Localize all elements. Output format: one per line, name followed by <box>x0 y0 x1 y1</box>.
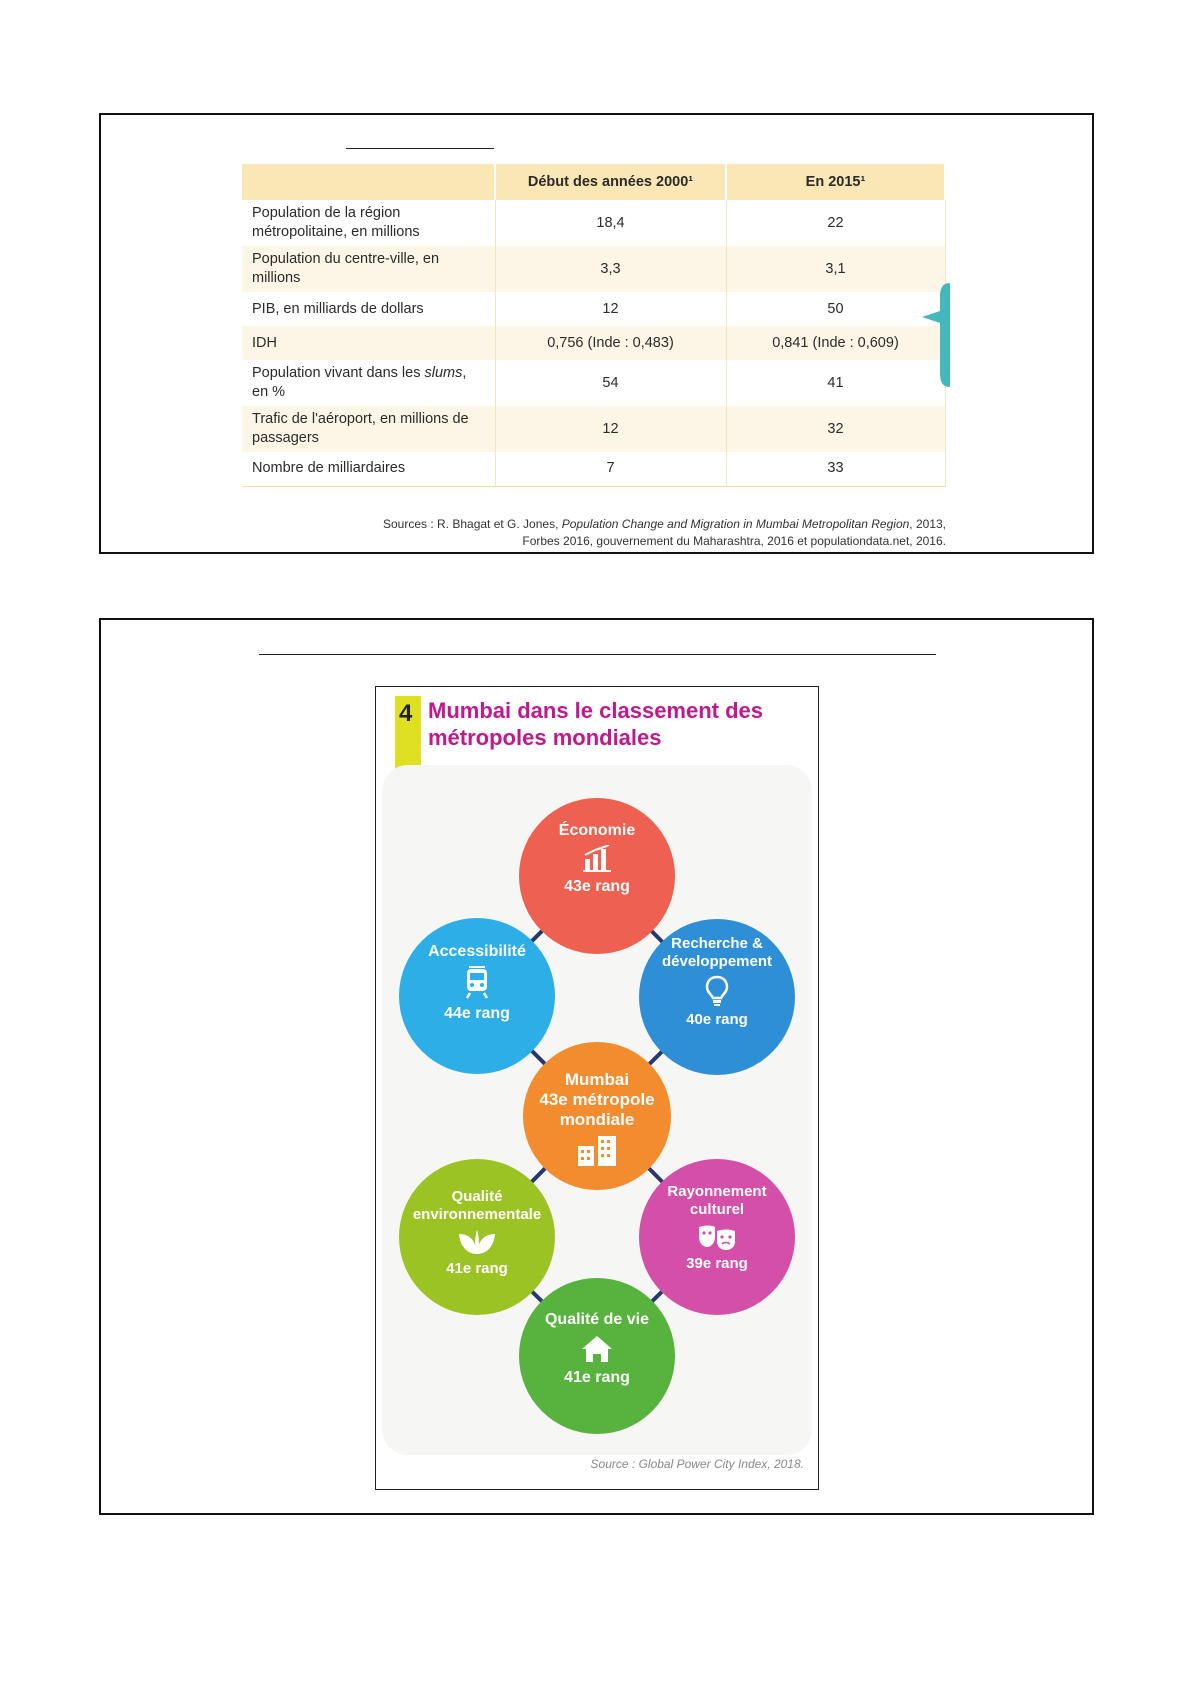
category-rank: 39e rang <box>686 1255 748 1272</box>
leaves-icon <box>457 1228 497 1256</box>
table-row <box>242 360 945 406</box>
center-line-2: 43e métropole <box>539 1090 655 1109</box>
category-qualite-env <box>397 1188 557 1278</box>
sources-line-2: Forbes 2016, gouvernement du Maharashtra, 2016 et populationdata.net, 2016. <box>522 534 946 548</box>
category-name: Qualité environnementale <box>412 1188 542 1223</box>
row-label: Population du centre-ville, en millions <box>242 246 495 292</box>
city-buildings-icon <box>576 1134 618 1168</box>
header-label <box>242 164 495 200</box>
center-line-1: Mumbai <box>564 1070 630 1089</box>
callout-tab-shape <box>920 283 950 387</box>
row-value-2015: 33 <box>726 452 945 486</box>
sources-text: Sources : R. Bhagat et G. Jones, <box>382 517 562 531</box>
category-name: Recherche & développement <box>661 935 773 970</box>
row-value-2015: 0,841 (Inde : 0,609) <box>726 326 945 360</box>
row-label: PIB, en milliards de dollars <box>242 292 495 326</box>
lightbulb-icon <box>705 975 729 1007</box>
sources-text: , 2013, <box>909 517 946 531</box>
infographic-title: Mumbai dans le classement des métropoles mondiales <box>428 698 764 750</box>
row-value-2000: 7 <box>495 452 726 486</box>
row-label-before: Population vivant dans les <box>252 365 425 381</box>
table-sources <box>300 516 946 550</box>
category-rank: 40e rang <box>686 1011 748 1028</box>
bar-chart-icon <box>582 845 612 873</box>
infographic-panel <box>382 765 812 1455</box>
infographic-source: Source : Global Power City Index, 2018. <box>590 1457 804 1471</box>
category-name: Accessibilité <box>428 943 526 960</box>
table-row <box>242 452 945 486</box>
table-row <box>242 326 945 360</box>
row-label: Population de la région métropolitaine, en millions <box>242 200 495 246</box>
row-label <box>242 360 495 406</box>
category-accessibilite <box>407 942 547 1024</box>
header-2000: Début des années 2000¹ <box>495 164 726 200</box>
row-value-2015: 3,1 <box>726 246 945 292</box>
row-value-2000: 3,3 <box>495 246 726 292</box>
category-rank: 41e rang <box>564 1369 630 1386</box>
title-blank-line <box>346 148 494 149</box>
row-label: IDH <box>242 326 495 360</box>
document-number-badge <box>395 696 421 776</box>
category-rank: 41e rang <box>446 1260 508 1277</box>
train-icon <box>463 966 491 1000</box>
document-number: 4 <box>399 700 413 727</box>
row-label-after: , en % <box>252 365 467 400</box>
center-line-3: mondiale <box>559 1110 635 1129</box>
category-rayonnement <box>644 1183 790 1273</box>
sources-line-1 <box>300 516 946 533</box>
category-name: Rayonnement culturel <box>667 1183 767 1218</box>
sources-book-title: Population Change and Migration in Mumbai Metropolitan Region <box>561 517 910 531</box>
title-blank-line-2 <box>259 654 936 655</box>
row-value-2015: 50 <box>726 292 945 326</box>
row-value-2015: 41 <box>726 360 945 406</box>
row-label-em: slums <box>424 365 463 381</box>
row-value-2000: 12 <box>495 292 726 326</box>
category-rank: 44e rang <box>444 1005 510 1022</box>
row-value-2000: 0,756 (Inde : 0,483) <box>495 326 726 360</box>
row-value-2015: 22 <box>726 200 945 246</box>
theater-masks-icon <box>697 1223 737 1251</box>
row-label: Trafic de l'aéroport, en millions de passagers <box>242 406 495 452</box>
mumbai-data-table <box>242 164 946 487</box>
category-name: Qualité de vie <box>544 1311 650 1328</box>
ranking-infographic <box>375 686 819 1490</box>
category-rank: 43e rang <box>564 878 630 895</box>
table-row <box>242 292 945 326</box>
center-mumbai <box>527 1070 667 1172</box>
category-recherche <box>644 935 790 1029</box>
category-name: Économie <box>558 822 636 839</box>
row-value-2000: 12 <box>495 406 726 452</box>
table-row <box>242 200 945 246</box>
table-row <box>242 246 945 292</box>
header-2015: En 2015¹ <box>726 164 945 200</box>
table-header-row <box>242 164 945 200</box>
row-label: Nombre de milliardaires <box>242 452 495 486</box>
row-value-2000: 18,4 <box>495 200 726 246</box>
row-value-2015: 32 <box>726 406 945 452</box>
row-value-2000: 54 <box>495 360 726 406</box>
house-icon <box>580 1334 614 1364</box>
table-row <box>242 406 945 452</box>
category-qualite-vie <box>527 1310 667 1388</box>
category-economie <box>529 821 665 897</box>
